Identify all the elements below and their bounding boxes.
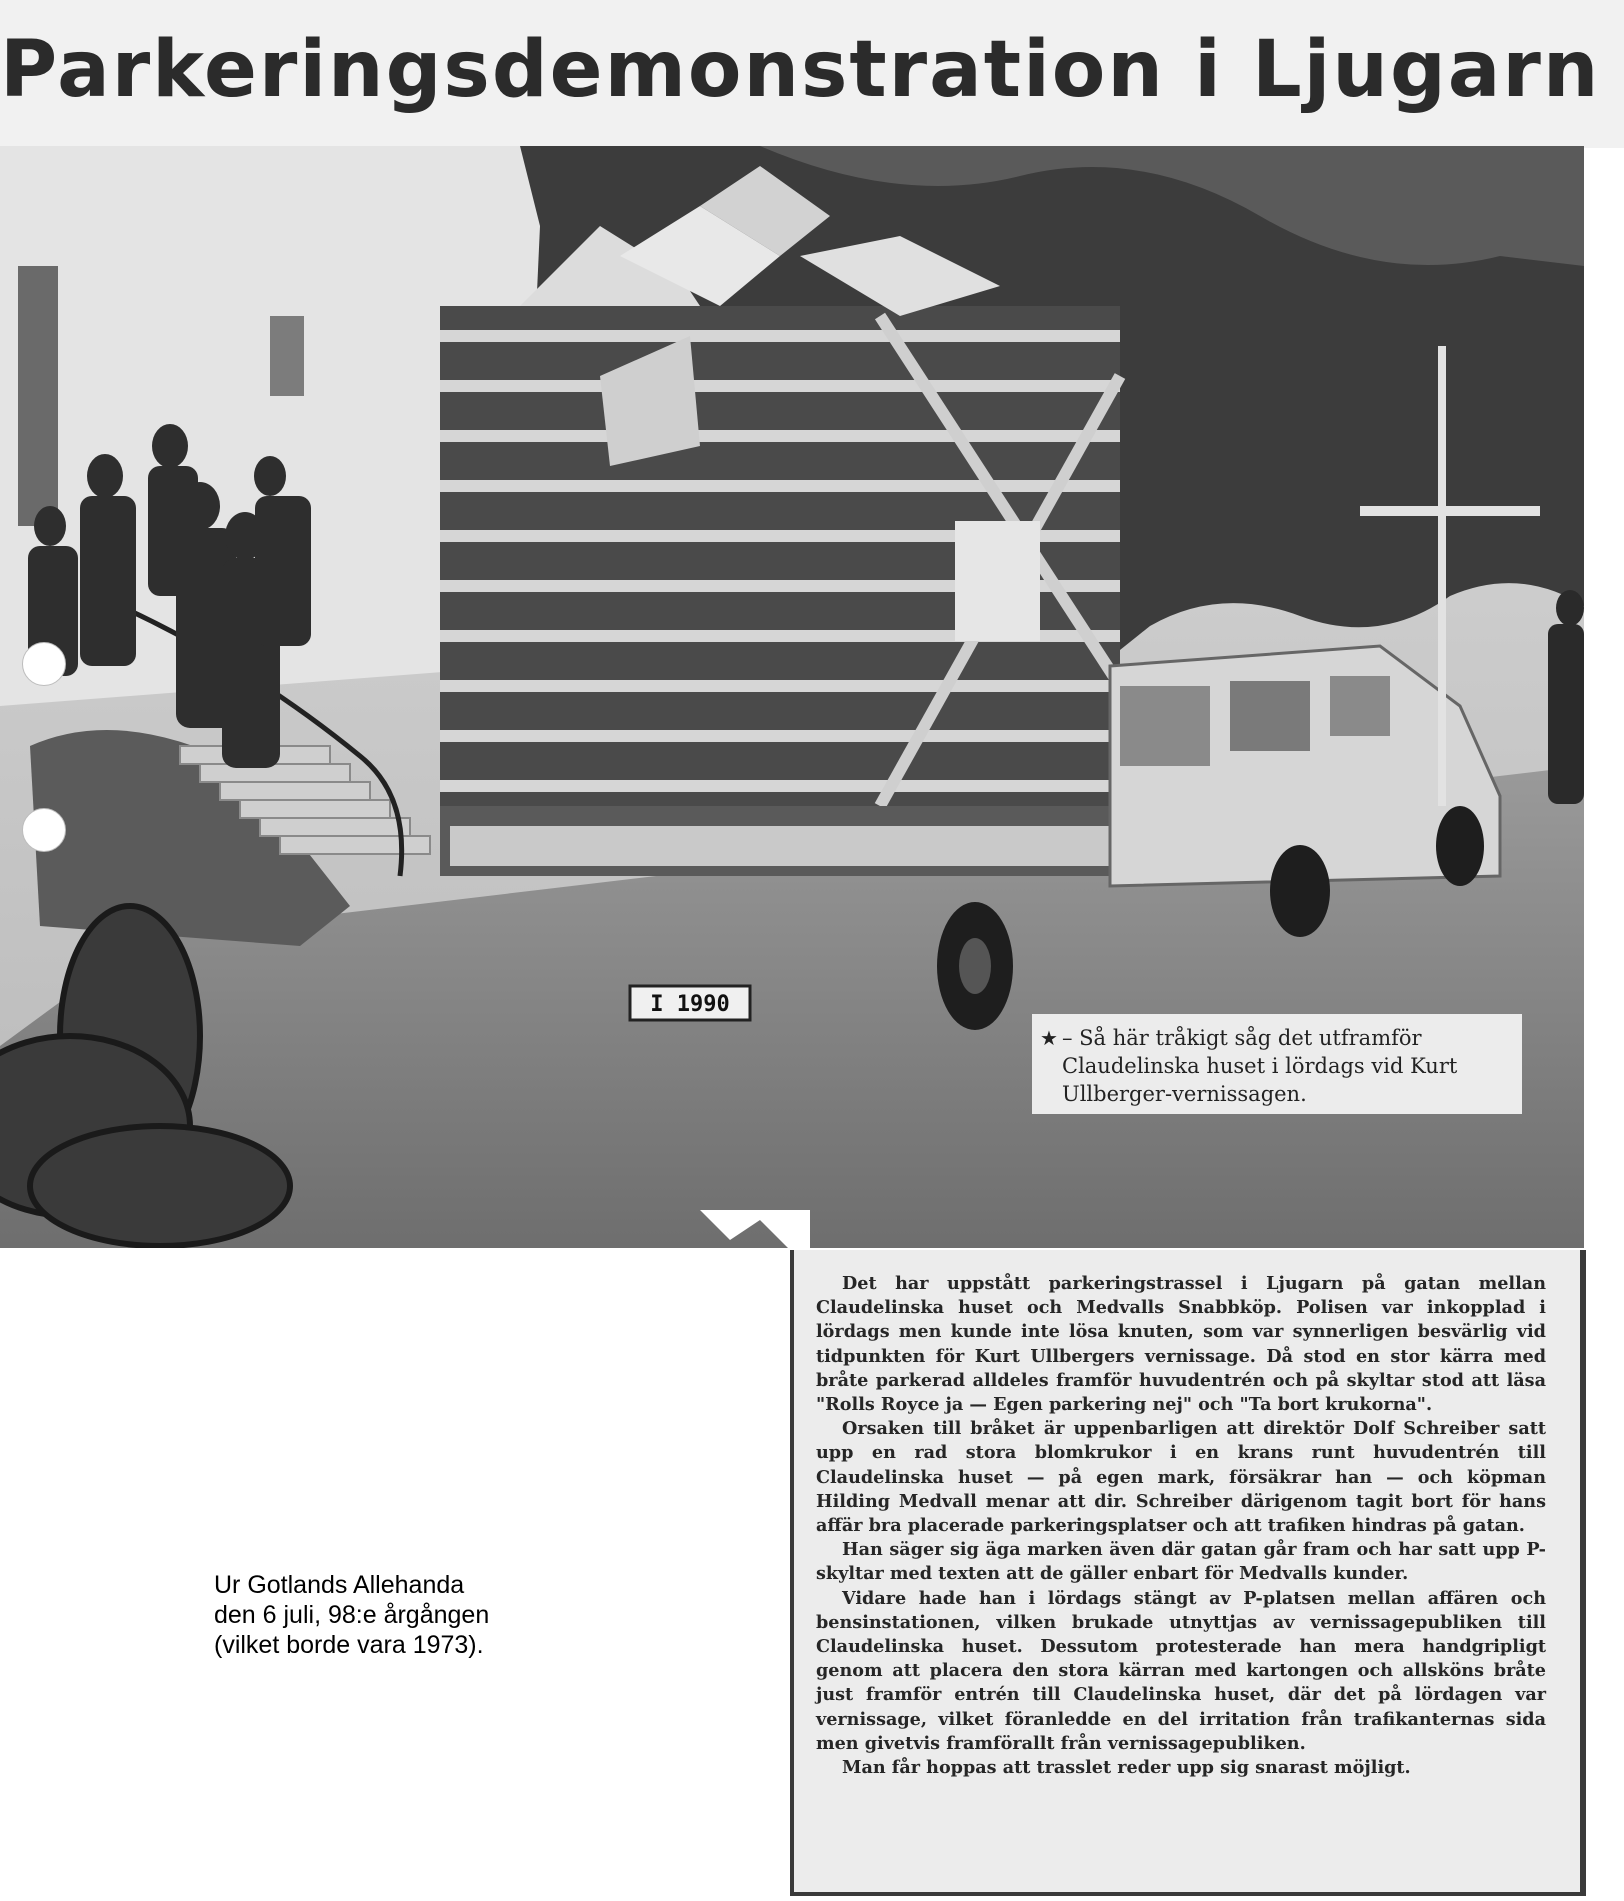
article-paragraph: Det har uppstått parkeringstrassel i Ljugarn på gatan mellan Claudelinska huset och Medvalls Snabbköp. Polisen var inkopplad i lördags men kunde inte lösa knuten, som var synnerligen besvärlig vid tidpunkten för Kurt Ullbergers vernissage. Då stod en stor kärra med bråte parkerad alldeles framför huvudentrén och på skyltar stod att läsa "Rolls Royce ja — Egen parkering nej" och "Ta bort krukorna".: [816, 1273, 1546, 1416]
source-note-line: Ur Gotlands Allehanda: [214, 1571, 465, 1599]
punch-hole: [22, 642, 66, 686]
photo-caption: [1032, 1014, 1522, 1114]
source-note-line: den 6 juli, 98:e årgången: [214, 1601, 490, 1629]
article-paragraph: Orsaken till bråket är uppenbarligen att direktör Dolf Schreiber satt upp en rad stora blomkrukor i en krans runt huvudentrén till Claudelinska huset — på egen mark, försäkrar han — och köpman Hilding Medvall menar att dir. Schreiber därigenom tagit bort för hans affär bra placerade parkeringsplatser och att trafiken hindras på gatan.: [816, 1418, 1546, 1537]
article-body: [790, 1250, 1586, 1896]
source-note-line: (vilket borde vara 1973).: [214, 1631, 484, 1659]
license-plate-text: I 1990: [650, 992, 730, 1017]
star-icon: ★: [1040, 1026, 1058, 1050]
pole: [1438, 346, 1446, 806]
punch-hole: [22, 808, 66, 852]
article-paragraph: Han säger sig äga marken även där gatan går fram och har satt upp P-skyltar med texten att de gäller enbart för Medvalls kunder.: [816, 1539, 1546, 1585]
article-paragraph: Vidare hade han i lördags stängt av P-platsen mellan affären och bensinstationen, vilken brukade utnyttjas av vernissagepubliken till Claudelinska huset. Dessutom protesterade han mera handgripligt genom att placera den stora kärran med kartongen och allsköns bråte just framför entrén till Claudelinska huset, där det på lördagen var vernissage, vilket föranledde en del irritation från trafikanternas sida men givetvis framförallt från vernissagepubliken.: [816, 1587, 1546, 1754]
headline: Parkeringsdemonstration i Ljugarn: [0, 25, 1601, 115]
caption-text: – Så här tråkigt såg det utframför Claudelinska huset i lördags vid Kurt Ullberger-vernissagen.: [1062, 1026, 1458, 1106]
article-paragraph: Man får hoppas att trasslet reder upp sig snarast möjligt.: [842, 1757, 1411, 1779]
source-note: [214, 1570, 634, 1660]
